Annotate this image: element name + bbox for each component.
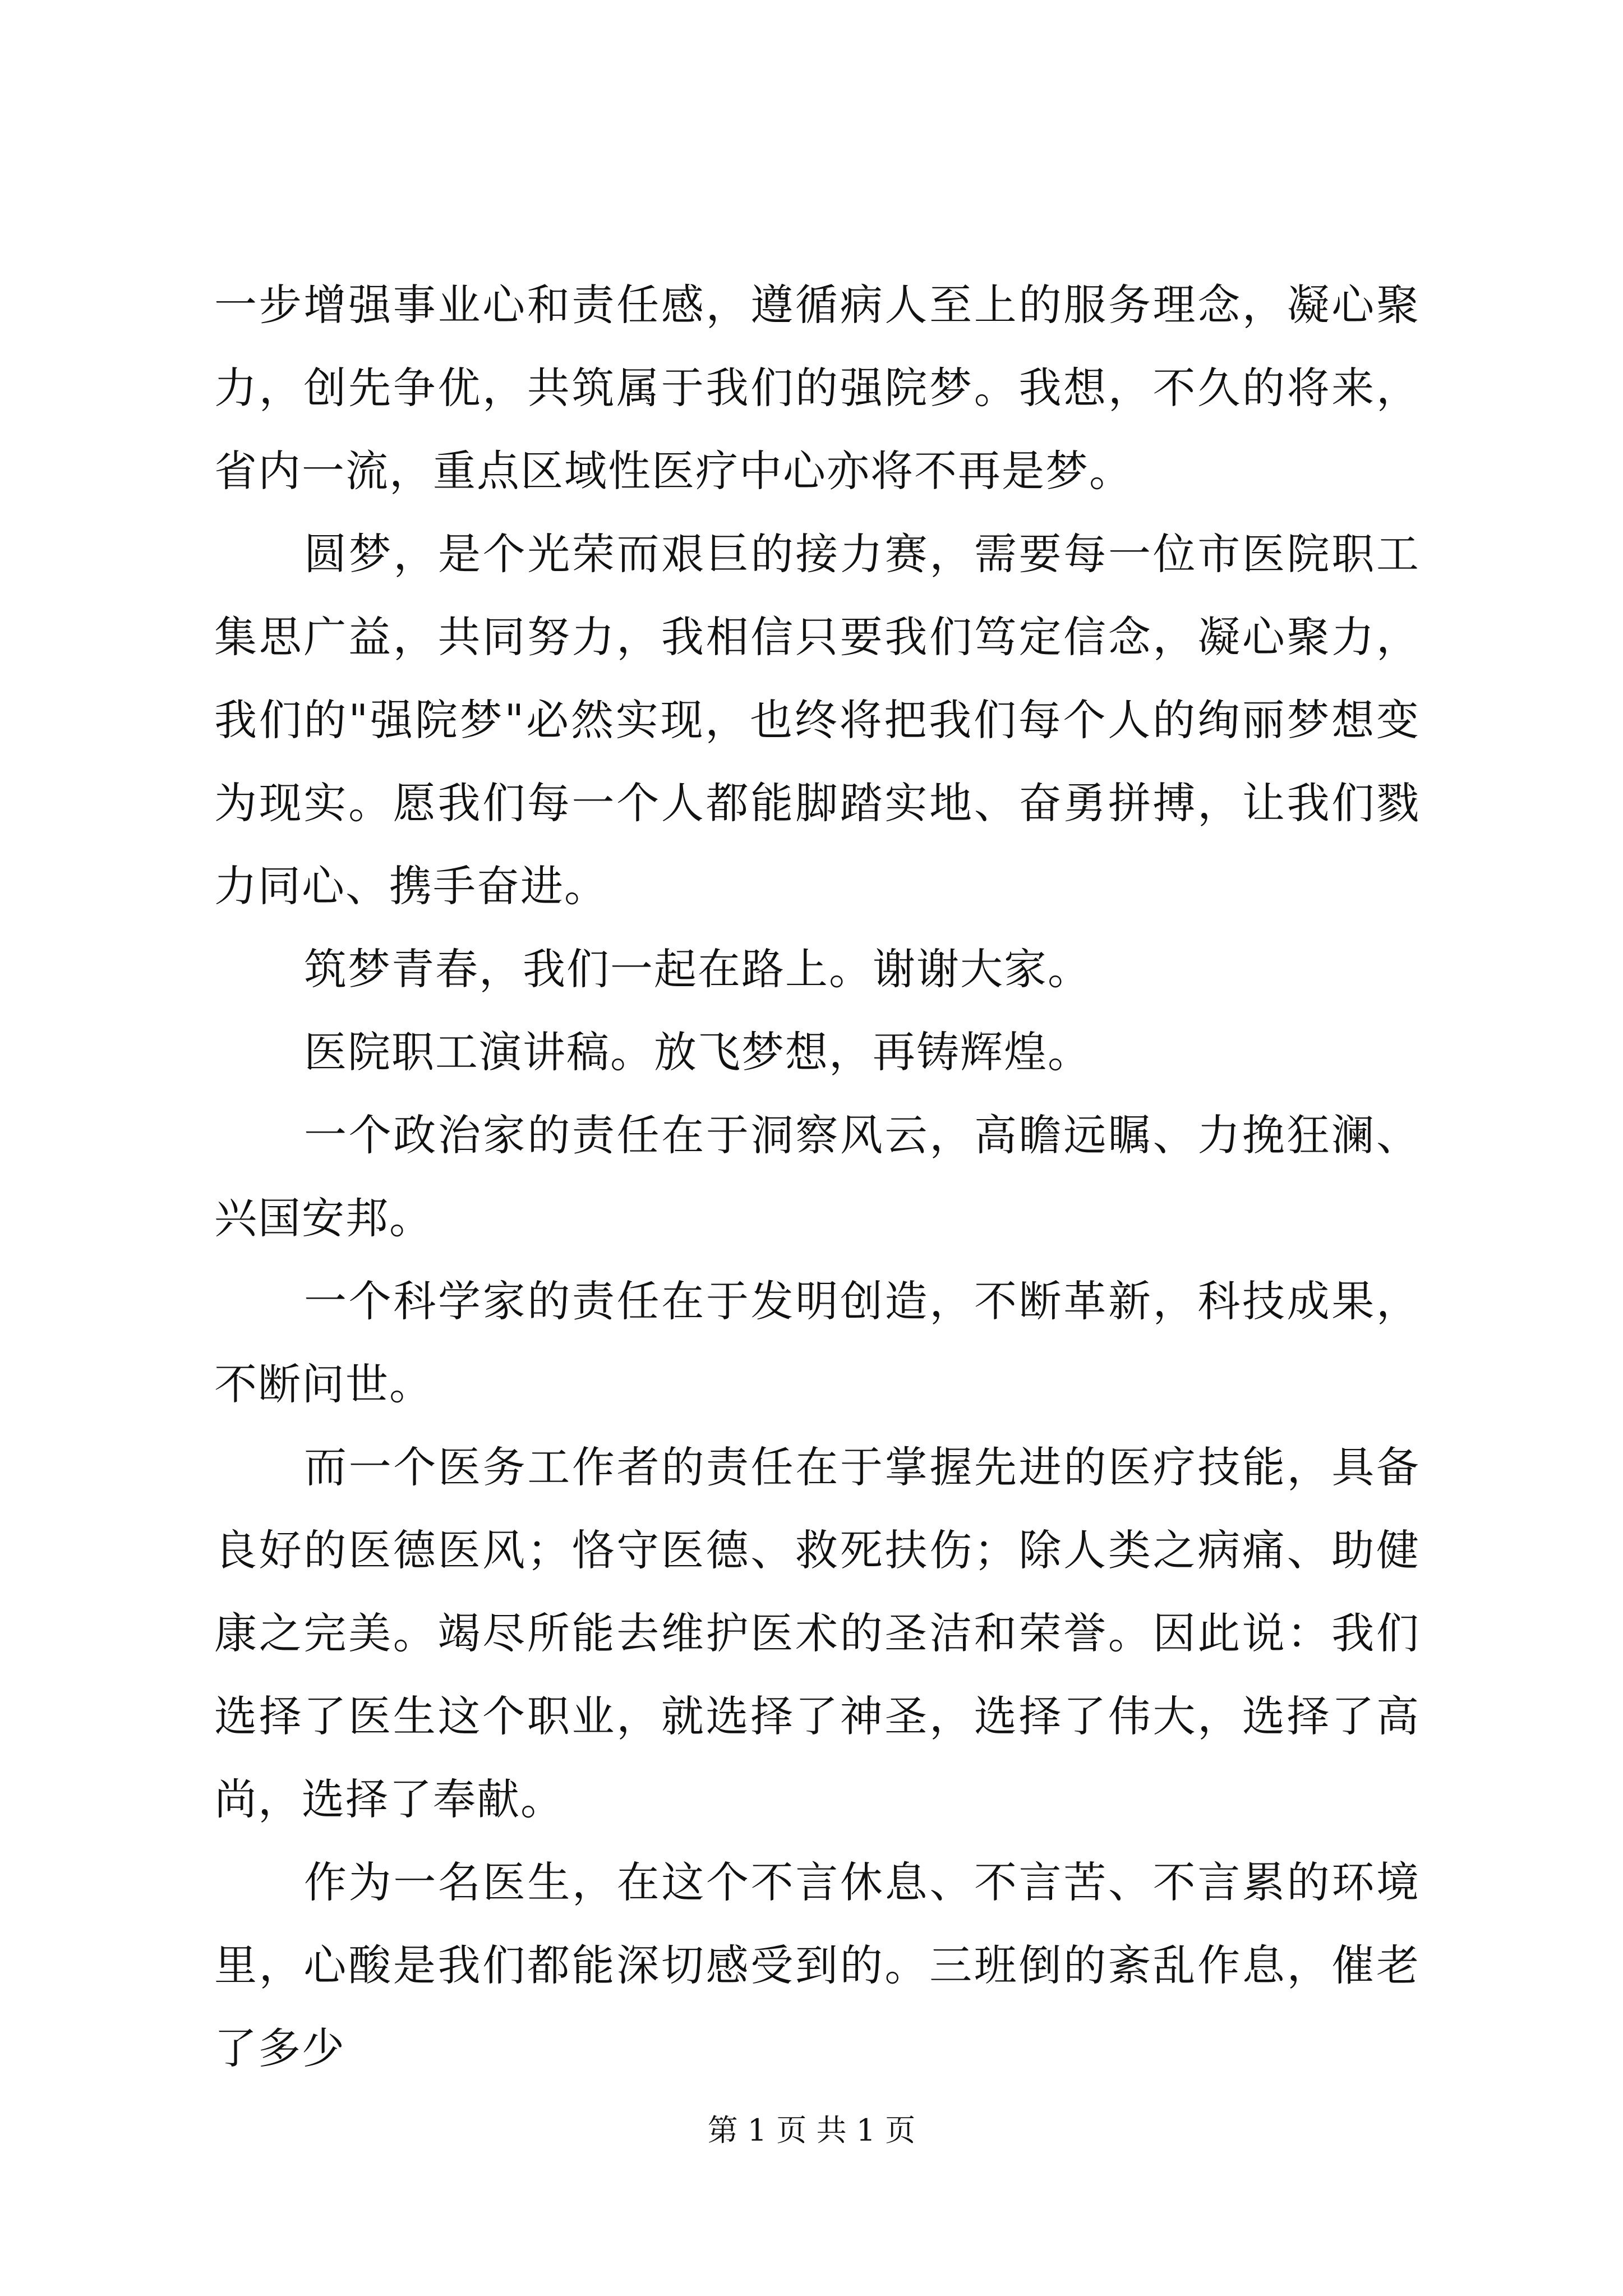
paragraph-7: 而一个医务工作者的责任在于掌握先进的医疗技能，具备良好的医德医风；恪守医德、救死扶伤；除人类之病痛、助健康之完美。竭尽所能去维护医术的圣洁和荣誉。因此说：我们选择了医生这个职业，就选择了神圣，选择了伟大，选择了高尚，选择了奉献。 <box>214 1442 1420 1824</box>
paragraph-5: 一个政治家的责任在于洞察风云，高瞻远瞩、力挽狂澜、兴国安邦。 <box>214 1110 1420 1243</box>
paragraph-8: 作为一名医生，在这个不言休息、不言苦、不言累的环境里，心酸是我们都能深切感受到的。三班倒的紊乱作息，催老了多少 <box>214 1857 1420 2073</box>
paragraph-6: 一个科学家的责任在于发明创造，不断革新，科技成果，不断问世。 <box>214 1276 1420 1409</box>
paragraph-3: 筑梦青春，我们一起在路上。谢谢大家。 <box>304 944 1091 994</box>
paragraph-2: 圆梦，是个光荣而艰巨的接力赛，需要每一位市医院职工集思广益，共同努力，我相信只要我们笃定信念，凝心聚力，我们的"强院梦"必然实现，也终将把我们每个人的绚丽梦想变为现实。愿我们每一个人都能脚踏实地、奋勇拼搏，让我们戮力同心、携手奋进。 <box>214 529 1420 911</box>
page-footer: 第 1 页 共 1 页 <box>707 2113 916 2148</box>
document-body <box>214 264 1420 2090</box>
paragraph-4: 医院职工演讲稿。放飞梦想，再铸辉煌。 <box>304 1027 1091 1077</box>
paragraph-1: 一步增强事业心和责任感，遵循病人至上的服务理念，凝心聚力，创先争优，共筑属于我们的强院梦。我想，不久的将来，省内一流，重点区域性医疗中心亦将不再是梦。 <box>214 280 1420 496</box>
